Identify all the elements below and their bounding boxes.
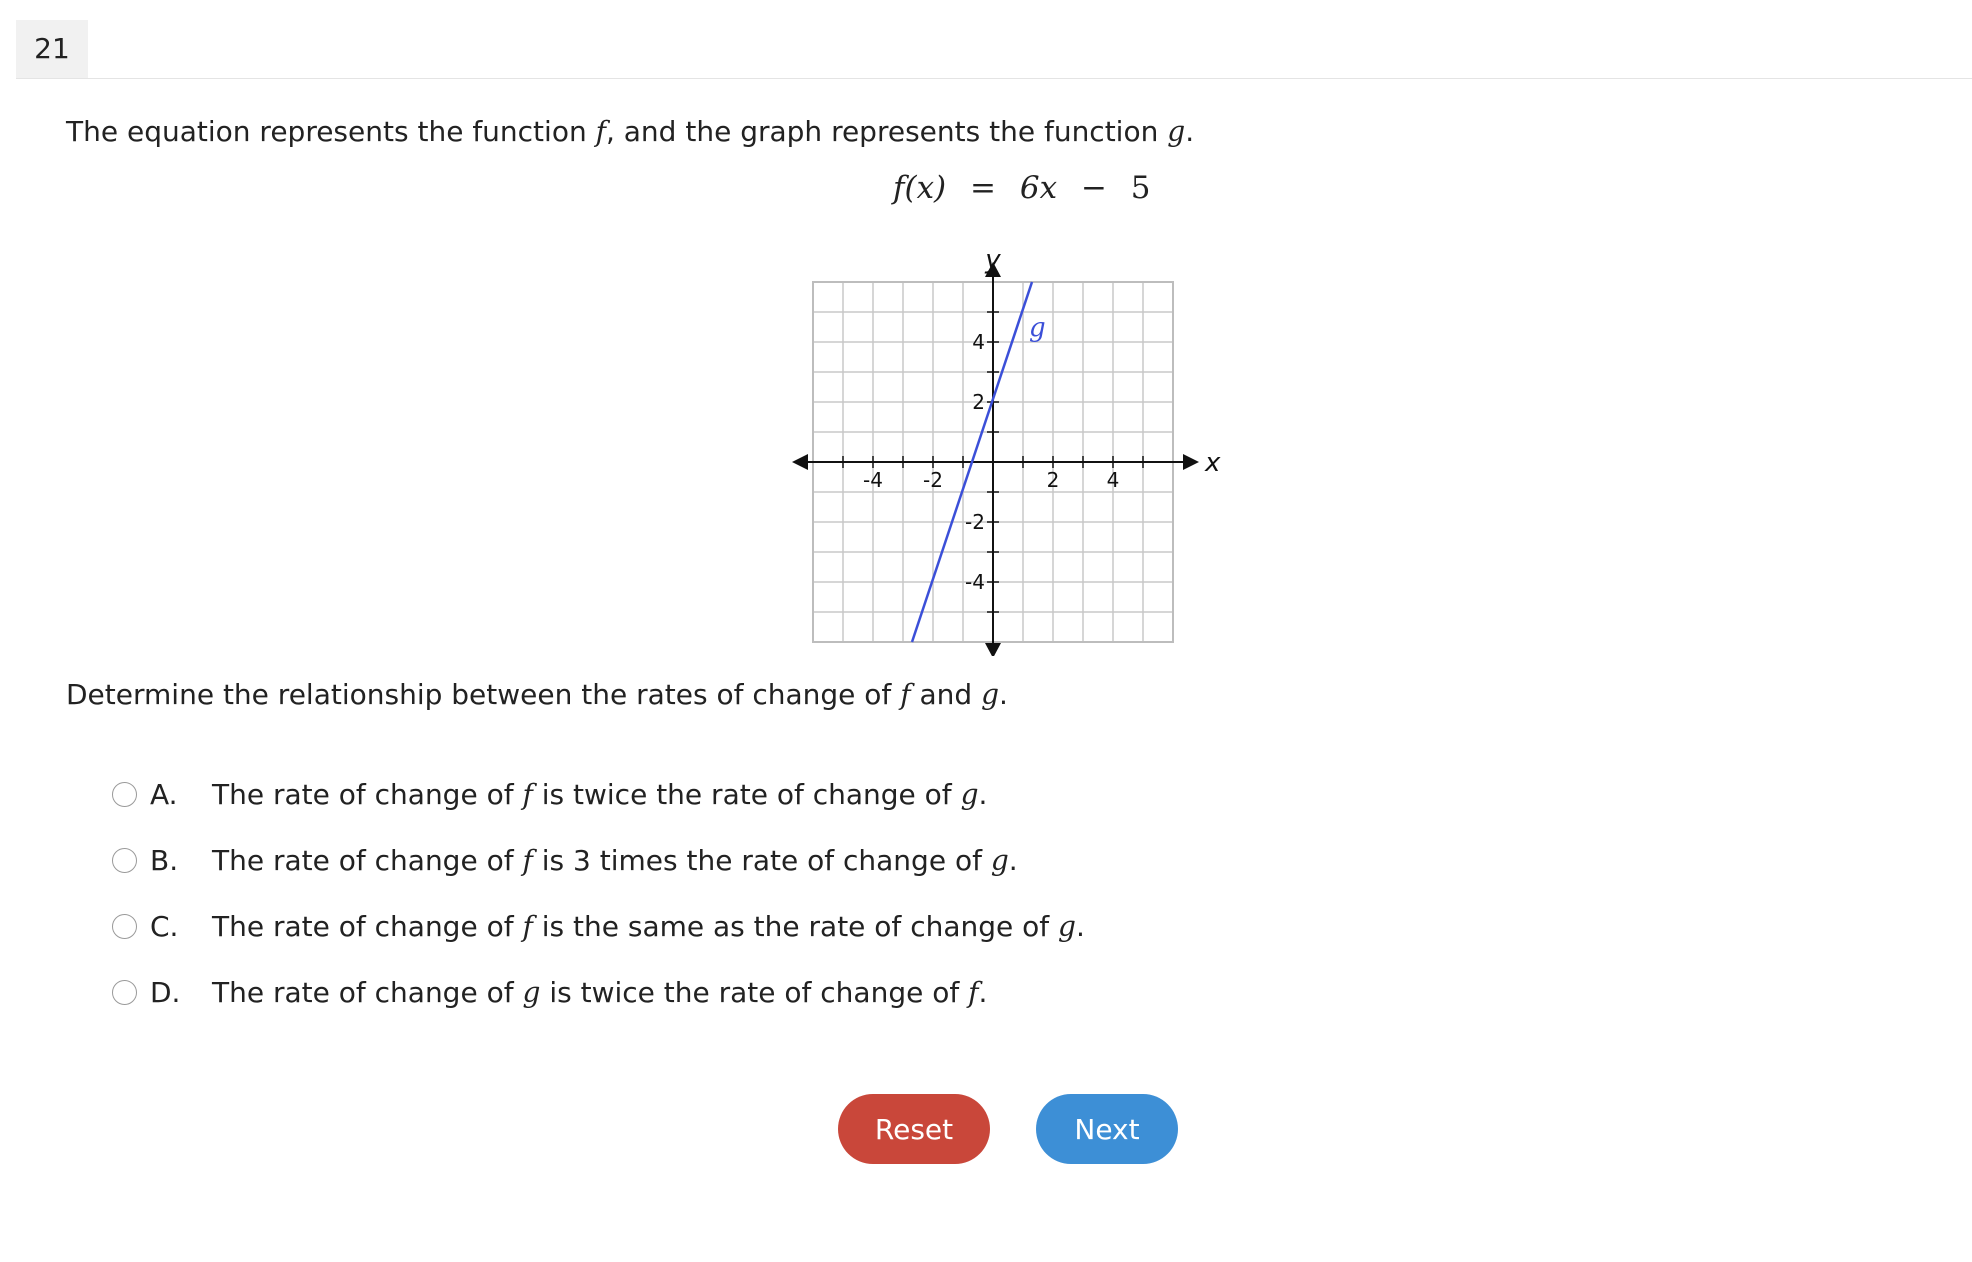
equation-term-1: 6x [1019, 170, 1058, 206]
next-button[interactable]: Next [1036, 1094, 1178, 1164]
option-d-part-3: . [978, 975, 988, 1009]
option-d-part-2: is twice the rate of change of [540, 975, 969, 1009]
header-divider [16, 78, 1972, 79]
option-c-radio[interactable] [112, 914, 137, 939]
option-c-part-3: . [1075, 909, 1085, 943]
prompt-part-1: The equation represents the function [66, 115, 596, 148]
y-tick-label: -2 [965, 510, 985, 534]
option-d-var-1: g [522, 975, 541, 1009]
option-c-var-2: g [1058, 909, 1076, 943]
option-c-var-1: f [522, 909, 533, 943]
option-b-var-2: g [990, 843, 1009, 877]
x-axis-label: x [1205, 448, 1221, 478]
option-d-letter: D. [150, 975, 181, 1009]
option-b-radio[interactable] [112, 848, 137, 873]
option-d-text [212, 976, 987, 1009]
instruction-part-1: Determine the relationship between the rates of change of [66, 678, 901, 711]
y-tick-label: 2 [972, 390, 985, 414]
x-tick-label: 4 [1106, 468, 1120, 492]
prompt-g: g [1167, 115, 1186, 148]
x-axis-left-arrow [792, 454, 808, 470]
y-axis-bottom-arrow [985, 643, 1001, 656]
option-c-letter: C. [150, 909, 179, 943]
option-a-var-2: g [960, 777, 979, 811]
instruction-f: f [900, 678, 911, 711]
instruction [66, 678, 1008, 711]
option-c-part-1: The rate of change of [212, 909, 523, 943]
prompt-part-2: , and the graph represents the function [605, 115, 1168, 148]
equation-minus: − [1080, 170, 1107, 206]
reset-button[interactable]: Reset [838, 1094, 990, 1164]
x-tick-label: 2 [1046, 468, 1060, 492]
option-b-text [212, 844, 1018, 877]
equation [893, 170, 1151, 206]
x-tick-label: -2 [923, 468, 943, 492]
option-c-part-2: is the same as the rate of change of [532, 909, 1059, 943]
option-b-var-1: f [522, 843, 533, 877]
instruction-g: g [981, 678, 999, 711]
option-a[interactable] [112, 774, 987, 814]
prompt-f: f [595, 115, 606, 148]
x-axis-right-arrow [1183, 454, 1199, 470]
y-tick-label: 4 [972, 330, 985, 354]
option-a-text [212, 778, 987, 811]
option-b-letter: B. [150, 843, 179, 877]
x-tick-label: -4 [863, 468, 883, 492]
option-b-part-1: The rate of change of [212, 843, 523, 877]
prompt-part-3: . [1185, 115, 1195, 148]
option-a-part-2: is twice the rate of change of [532, 777, 961, 811]
equation-term-2: 5 [1130, 170, 1151, 206]
line-g-label: g [1029, 313, 1046, 343]
graph-of-g [790, 236, 1230, 656]
question-prompt [66, 115, 1194, 148]
instruction-part-3: . [999, 678, 1008, 711]
option-a-letter: A. [150, 777, 178, 811]
option-a-var-1: f [522, 777, 533, 811]
question-number: 21 [16, 20, 88, 78]
instruction-part-2: and [910, 678, 982, 711]
option-b-part-3: . [1008, 843, 1018, 877]
option-d[interactable] [112, 972, 987, 1012]
option-c-text [212, 910, 1085, 943]
option-d-var-2: f [968, 975, 979, 1009]
option-c[interactable] [112, 906, 1085, 946]
y-tick-label: -4 [965, 570, 985, 594]
option-b-part-2: is 3 times the rate of change of [532, 843, 991, 877]
option-a-part-1: The rate of change of [212, 777, 523, 811]
equation-lhs: f(x) [893, 170, 947, 206]
option-a-part-3: . [978, 777, 988, 811]
option-d-part-1: The rate of change of [212, 975, 523, 1009]
equation-equals: = [970, 170, 996, 206]
option-a-radio[interactable] [112, 782, 137, 807]
y-axis-label: y [985, 245, 1001, 275]
option-d-radio[interactable] [112, 980, 137, 1005]
option-b[interactable] [112, 840, 1018, 880]
